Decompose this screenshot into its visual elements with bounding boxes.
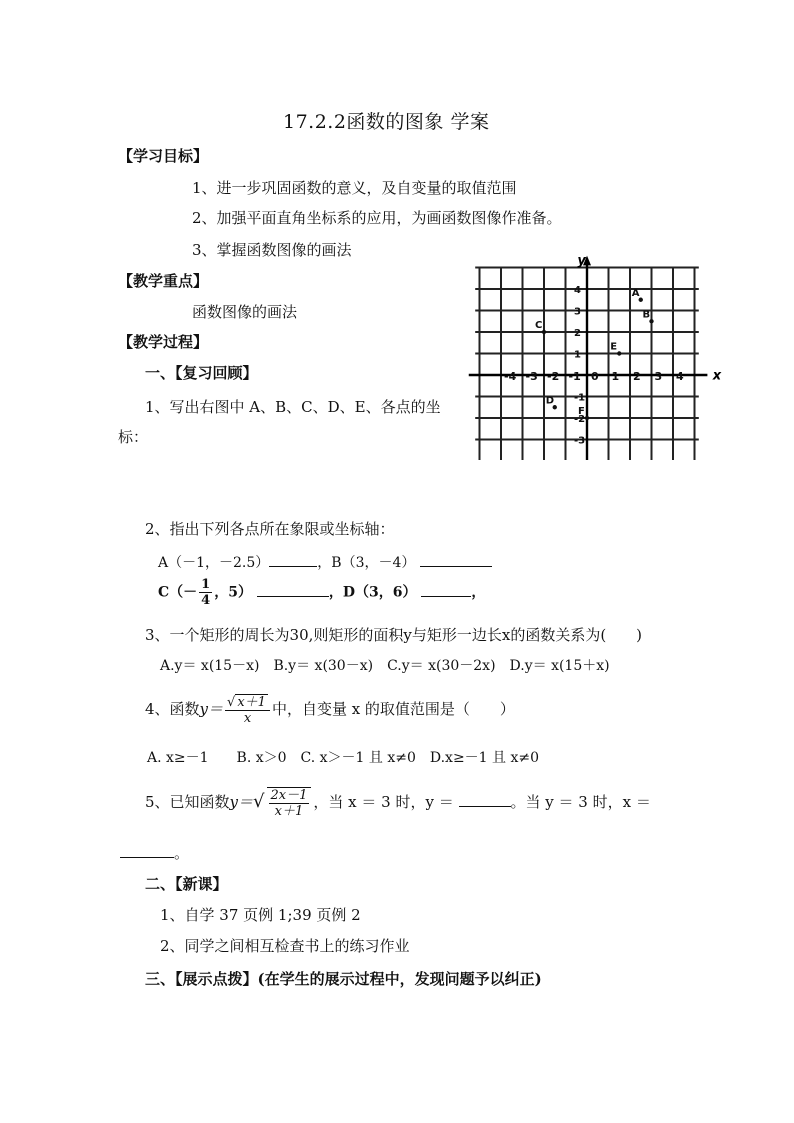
- answer-blank: [120, 843, 174, 858]
- x-tick-label: -3: [525, 370, 538, 383]
- focus-header: 【教学重点】: [118, 272, 209, 290]
- y-tick-label: -3: [574, 435, 586, 447]
- fraction-numerator: 2x－1: [270, 788, 308, 803]
- point-label: B: [642, 309, 651, 321]
- question-5-prefix: 5、已知函数: [145, 793, 230, 811]
- point-marker: [617, 351, 621, 355]
- page-title: 17.2.2函数的图象 学案: [283, 111, 490, 133]
- axes: [469, 256, 708, 460]
- question-2-a: A（－1，－2.5）: [158, 555, 270, 571]
- question-5-line2: [120, 842, 189, 863]
- function-lhs: y＝: [199, 700, 224, 718]
- goals-header: 【学习目标】: [118, 147, 209, 165]
- question-3-options: A.y＝ x(15－x) B.y＝ x(30－x) C.y＝ x(30－2x) D.y＝ x(15＋x): [160, 658, 610, 674]
- goal-item: 2、加强平面直角坐标系的应用，为画函数图像作准备。: [192, 209, 562, 227]
- point-label: D: [545, 395, 555, 407]
- point-marker: [542, 330, 546, 334]
- answer-blank: [420, 552, 492, 567]
- question-2-b: ，B（3，－4）: [317, 555, 416, 571]
- new-lesson-header: 二、【新课】: [145, 875, 228, 893]
- fraction-denominator: x＋1: [274, 804, 304, 819]
- new-lesson-item: 2、同学之间相互检查书上的练习作业: [160, 937, 410, 955]
- y-tick-label: 1: [574, 349, 581, 361]
- tick-labels: [504, 285, 684, 447]
- question-2-c-prefix: C（－: [158, 584, 198, 601]
- question-5: [145, 787, 651, 819]
- fraction: [267, 787, 312, 819]
- x-tick-label: 0: [591, 370, 599, 383]
- goal-item: 1、进一步巩固函数的意义，及自变量的取值范围: [192, 179, 517, 197]
- x-axis-label: x: [712, 368, 722, 384]
- question-5-end: 。: [174, 844, 190, 862]
- question-2-line-ab: [158, 552, 492, 572]
- y-tick-label: -1: [574, 392, 586, 404]
- question-4: [145, 694, 515, 726]
- question-2: 2、指出下列各点所在象限或坐标轴：: [145, 520, 395, 538]
- x-tick-label: -1: [568, 370, 581, 383]
- fraction-numerator: √ x＋1: [225, 694, 270, 711]
- question-5-mid2: 。当 y ＝ 3 时，x ＝: [510, 793, 651, 811]
- fraction-denominator: x: [243, 711, 252, 726]
- question-1-line1: 1、写出右图中 A、B、C、D、E、各点的坐: [145, 398, 441, 416]
- x-tick-label: -4: [504, 370, 517, 383]
- question-4-options: A. x≥－1 B. x＞0 C. x＞－1 且 x≠0 D.x≥－1 且 x≠0: [147, 750, 540, 766]
- question-4-prefix: 4、函数: [145, 700, 200, 718]
- point-label: A: [631, 287, 640, 299]
- fraction: [225, 694, 270, 726]
- fraction: [199, 577, 212, 608]
- fraction-numerator: 1: [201, 577, 211, 592]
- question-4-suffix: 中，自变量 x 的取值范围是（ ）: [271, 700, 515, 718]
- question-2-c-suffix: ，5）: [214, 584, 252, 601]
- point-label: E: [610, 341, 618, 353]
- fraction-denominator: 4: [201, 593, 211, 608]
- x-tick-label: 3: [654, 370, 663, 383]
- process-header: 【教学过程】: [118, 333, 209, 351]
- answer-blank: [421, 582, 471, 597]
- review-header: 一、【复习回顾】: [145, 364, 258, 382]
- answer-blank: [459, 792, 511, 807]
- focus-text: 函数图像的画法: [192, 303, 298, 321]
- question-5-mid: ，当 x ＝ 3 时，y ＝: [313, 793, 454, 811]
- answer-blank: [269, 552, 317, 567]
- question-3: 3、一个矩形的周长为30,则矩形的面积y与矩形一边长x的函数关系为( ): [145, 626, 643, 644]
- point-label: F: [578, 406, 585, 417]
- sqrt-icon: √: [253, 791, 265, 812]
- y-tick-label: 3: [574, 306, 581, 318]
- sqrt-radicand: x＋1: [237, 695, 266, 710]
- goal-item: 3、掌握函数图像的画法: [192, 241, 352, 259]
- answer-blank: [257, 582, 329, 597]
- x-tick-label: 1: [611, 370, 620, 383]
- x-tick-label: 4: [676, 370, 684, 383]
- show-guide-header: 三、【展示点拨】(在学生的展示过程中，发现问题予以纠正): [145, 970, 542, 988]
- new-lesson-item: 1、自学 37 页例 1;39 页例 2: [160, 906, 361, 924]
- question-2-end: ，: [471, 584, 486, 601]
- coordinate-grid-figure: [465, 255, 725, 460]
- x-tick-label: 2: [633, 370, 641, 383]
- question-2-line-cd: [158, 577, 485, 608]
- function-lhs: y＝: [229, 793, 254, 811]
- x-tick-label: -2: [547, 370, 560, 383]
- point-label: C: [535, 320, 543, 331]
- y-tick-label: -2: [574, 414, 586, 425]
- question-1-line2: 标：: [118, 428, 149, 446]
- y-axis-label: y: [577, 255, 586, 269]
- y-tick-label: 2: [574, 328, 581, 339]
- question-2-d: ，D（3，6）: [328, 584, 417, 601]
- y-tick-label: 4: [574, 285, 581, 296]
- point-marker: [585, 416, 589, 420]
